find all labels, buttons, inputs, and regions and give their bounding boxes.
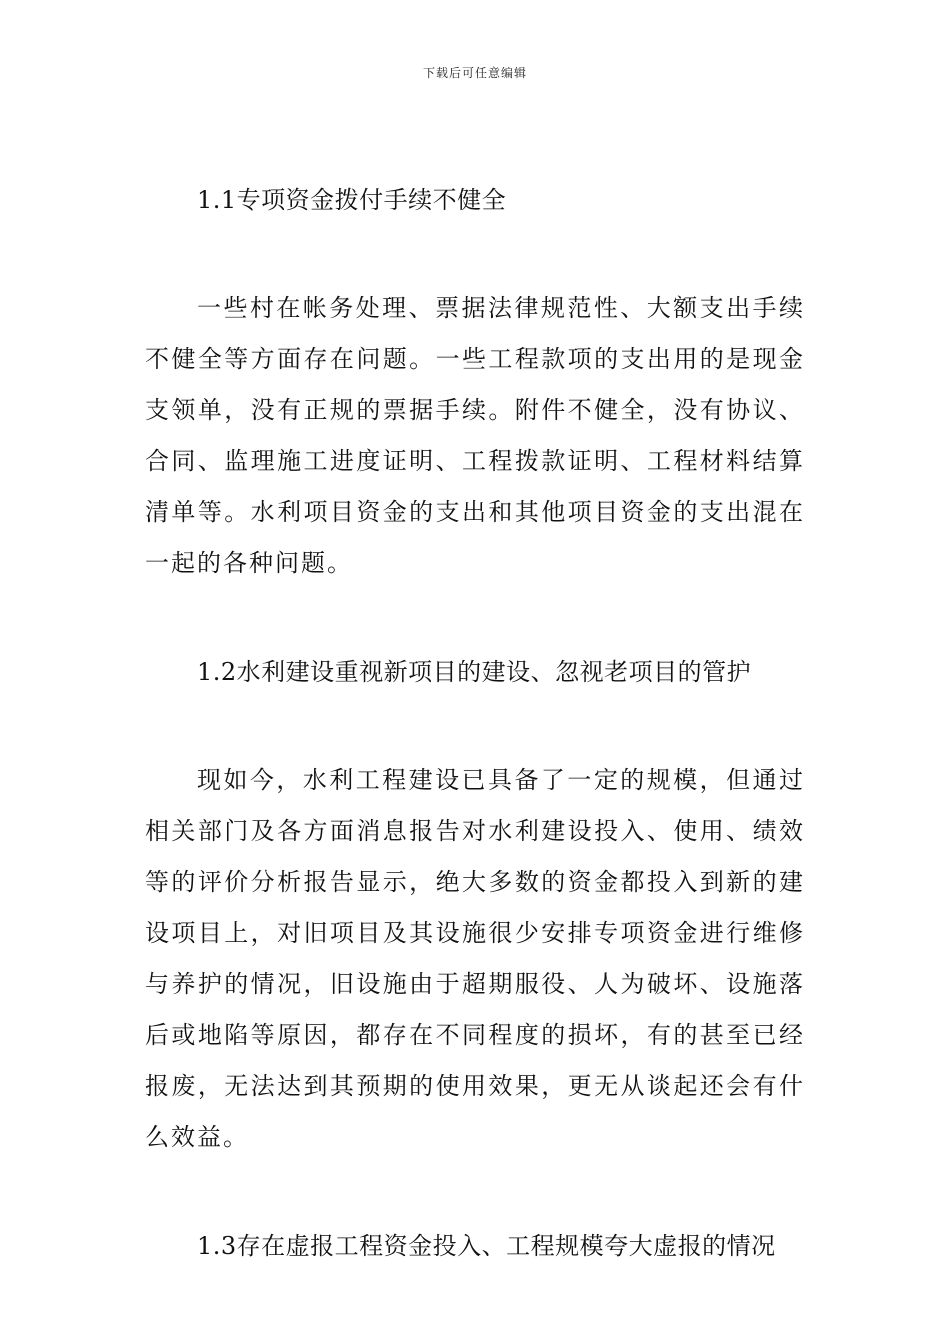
document-body [145, 176, 805, 1270]
section-heading-1-2: 1.2水利建设重视新项目的建设、忽视老项目的管护 [197, 658, 752, 686]
header-note: 下载后可任意编辑 [422, 66, 527, 80]
paragraph-1-2: 现如今，水利工程建设已具备了一定的规模，但通过相关部门及各方面消息报告对水利建设投入、使用、绩效等的评价分析报告显示，绝大多数的资金都投入到新的建设项目上，对旧项目及其设施很少安排专项资金进行维修与养护的情况，旧设施由于超期服役、人为破坏、设施落后或地陷等原因，都存在不同程度的损坏，有的甚至已经报废，无法达到其预期的使用效果，更无从谈起还会有什么效益。 [145, 766, 805, 1151]
section-heading-1-1: 1.1专项资金拨付手续不健全 [197, 186, 507, 214]
paragraph-1-1: 一些村在帐务处理、票据法律规范性、大额支出手续不健全等方面存在问题。一些工程款项的支出用的是现金支领单，没有正规的票据手续。附件不健全，没有协议、合同、监理施工进度证明、工程拨款证明、工程材料结算清单等。水利项目资金的支出和其他项目资金的支出混在一起的各种问题。 [145, 294, 805, 577]
section-heading-1-3: 1.3存在虚报工程资金投入、工程规模夸大虚报的情况 [197, 1232, 776, 1260]
